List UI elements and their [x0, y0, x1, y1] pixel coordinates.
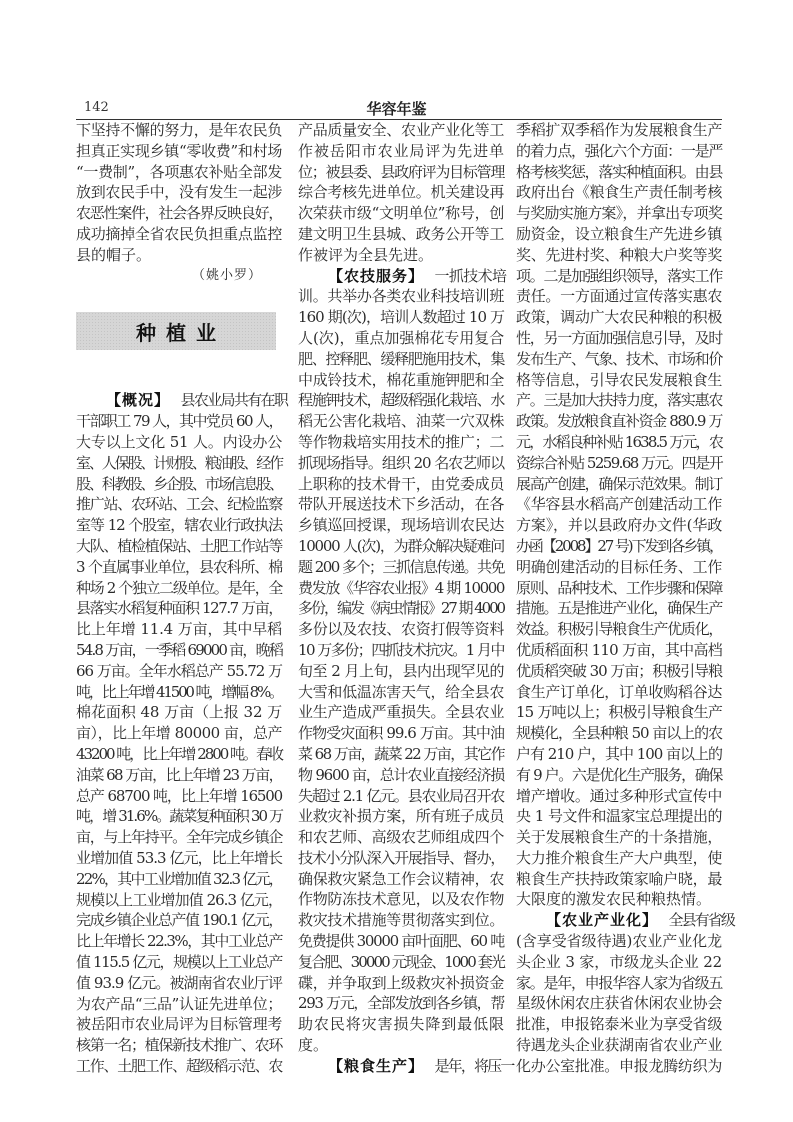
- text-line: 央 1 号文件和温家宝总理提出的: [516, 807, 722, 826]
- subsection-text: 全县有省级: [668, 911, 734, 930]
- text-line: 政府出台《粮食生产责任制考核: [516, 183, 722, 202]
- text-line: 业救灾补损方案，所有班子成员: [298, 807, 504, 826]
- text-line: 户有 210 户，其中 100 亩以上的: [516, 744, 722, 763]
- text-line: 责任。一方面通过宣传落实惠农: [516, 287, 722, 306]
- text-line: “一费制”，各项惠农补贴全部发: [76, 162, 282, 181]
- text-line: 10 万多份；四抓技术抗灾。1 月中: [298, 640, 504, 659]
- subsection-line: [298, 1056, 514, 1077]
- text-line: 推广站、农环站、工会、纪检监察: [76, 495, 282, 514]
- text-line: 救灾技术措施等贯彻落实到位。: [298, 911, 504, 930]
- text-line: 吨，比上年增 41500 吨，增幅 8%。: [76, 682, 282, 701]
- text-line: 政策，调动广大农民种粮的积极: [516, 308, 722, 327]
- text-line: 综合考核先进单位。机关建设再: [298, 183, 504, 202]
- column-3-text: [516, 120, 734, 1077]
- text-line: 食生产订单化，订单收购稻谷达: [516, 682, 722, 701]
- text-line: 带队开展送技术下乡活动，在各: [298, 495, 504, 514]
- section-title: 种植业: [136, 320, 226, 345]
- running-title: 华容年鉴: [366, 100, 427, 118]
- text-line: 等作物栽培实用技术的推广；二: [298, 432, 504, 451]
- text-line: 发布生产、气象、技术、市场和价: [516, 349, 722, 368]
- text-line: 优质稻突破 30 万亩；积极引导粮: [516, 661, 722, 680]
- text-line: 关于发展粮食生产的十条措施，: [516, 828, 722, 847]
- text-line: 星级休闲农庄获省休闲农业协会: [516, 994, 722, 1013]
- text-line: 放到农民手中，没有发生一起涉: [76, 183, 282, 202]
- text-line: 业生产造成严重损失。全县农业: [298, 703, 504, 722]
- text-line: 22%，其中工业增加值 32.3 亿元，: [76, 869, 282, 888]
- text-line: 作被评为全县先进。: [298, 245, 434, 264]
- text-line: 作物受灾面积 99.6 万亩。其中油: [298, 724, 504, 743]
- text-line: 66 万亩。全年水稻总产 55.72 万: [76, 661, 282, 680]
- text-line: 稻无公害化栽培、油菜一穴双株: [298, 412, 504, 431]
- text-line: 3 个直属事业单位，县农科所、棉: [76, 557, 282, 576]
- text-line: 大限度的激发农民种粮热情。: [516, 890, 712, 909]
- text-line: 展高产创建，确保示范效果。制订: [516, 474, 722, 493]
- author-signature: （姚小罗）: [191, 267, 262, 283]
- text-line: 值 115.5 亿元，规模以上工业总产: [76, 952, 282, 971]
- text-line: 上职称的技术骨干，由党委成员: [298, 474, 504, 493]
- text-line: 15 万吨以上；积极引导粮食生产: [516, 703, 722, 722]
- text-line: 待遇龙头企业获湖南省农业产业: [516, 1036, 722, 1055]
- text-line: 54.8 万亩，一季稻 69000 亩，晚稻: [76, 640, 282, 659]
- text-line: 室、人保股、计财股、粮油股、经作: [76, 453, 282, 472]
- text-line: 方案》，并以县政府办文件(华政: [516, 516, 722, 535]
- text-line: 项。二是加强组织领导，落实工作: [516, 266, 722, 285]
- text-line: 题 200 多个；三抓信息传递。共免: [298, 557, 504, 576]
- text-line: 下坚持不懈的努力，是年农民负: [76, 121, 282, 139]
- text-line: 值 93.9 亿元。被湖南省农业厅评: [76, 973, 282, 992]
- article-text-continued: [76, 120, 282, 266]
- text-line: 政策。发放粮食直补资金 880.9 万: [516, 412, 722, 431]
- subsection-heading: 【农技服务】: [328, 266, 425, 285]
- text-line: 干部职工 79 人，其中党员 60 人，: [76, 412, 282, 431]
- text-line: (含享受省级待遇)农业产业化龙: [516, 932, 722, 951]
- text-line: 大队、植检植保站、土肥工作站等: [76, 536, 282, 555]
- column-2: [298, 120, 514, 1077]
- text-line: 季稻扩双季稻作为发展粮食生产: [516, 121, 722, 139]
- text-line: 比上年增 11.4 万亩，其中早稻: [76, 620, 282, 639]
- column-2-text: [298, 120, 514, 1077]
- text-line: 原则、品种技术、工作步骤和保障: [516, 578, 722, 597]
- text-line: 成功摘掉全省农民负担重点监控: [76, 224, 282, 243]
- text-line: 担真正实现乡镇“零收费”和村场: [76, 141, 282, 160]
- subsection-heading: 【农业产业化】: [546, 911, 659, 930]
- text-line: 增产增收。通过多种形式宣传中: [516, 786, 722, 805]
- text-line: 办函【2008】27 号)下发到各乡镇，: [516, 536, 722, 555]
- text-line: 优质稻面积 110 万亩，其中高档: [516, 640, 722, 659]
- text-line: 160 期(次)，培训人数超过 10 万: [298, 308, 504, 327]
- subsection-text: 一抓技术培: [434, 266, 507, 285]
- text-line: 的着力点，强化六个方面：一是严: [516, 141, 722, 160]
- text-line: 和农艺师、高级农艺师组成四个: [298, 828, 504, 847]
- text-line: 碟，并争取到上级救灾补损资金: [298, 973, 504, 992]
- text-line: 中成铃技术，棉花重施钾肥和全: [298, 370, 504, 389]
- text-line: 格等信息，引导农民发展粮食生: [516, 370, 722, 389]
- text-line: 费发放《华容农业报》4 期 10000: [298, 578, 504, 597]
- text-line: 43200 吨，比上年增 2800 吨。春收: [76, 744, 282, 763]
- text-line: 产品质量安全、农业产业化等工: [298, 121, 504, 139]
- text-line: 油菜 68 万亩，比上年增 23 万亩，: [76, 765, 282, 784]
- text-line: 化办公室批准。申报龙腾纺织为: [516, 1056, 722, 1075]
- text-line: 多份以及农技、农资打假等资料: [298, 620, 504, 639]
- text-line: 失超过 2.1 亿元。县农业局召开农: [298, 786, 504, 805]
- text-line: 物 9600 亩，总计农业直接经济损: [298, 765, 504, 784]
- text-line: 资综合补贴 5259.68 万元。四是开: [516, 453, 722, 472]
- text-line: 作物防冻技术意见，以及农作物: [298, 890, 504, 909]
- column-3: [516, 120, 734, 1077]
- text-line: 产。三是加大扶持力度，落实惠农: [516, 391, 722, 410]
- text-line: 核第一名；植保新技术推广、农环: [76, 1036, 282, 1055]
- text-line: 293 万元，全部发放到各乡镇，帮: [298, 994, 504, 1013]
- subsection-line: [298, 266, 507, 287]
- text-line: 工作、土肥工作、超级稻示范、农: [76, 1056, 282, 1075]
- subsection-heading: 【粮食生产】: [328, 1056, 425, 1075]
- text-line: 《华容县水稻高产创建活动工作: [516, 495, 722, 514]
- text-line: 旬至 2 月上旬，县内出现罕见的: [298, 661, 504, 680]
- text-line: 技术小分队深入开展指导、督办，: [298, 848, 504, 867]
- text-line: 家。是年，申报华容人家为省级五: [516, 973, 722, 992]
- text-line: 免费提供 30000 亩叶面肥、60 吨: [298, 932, 504, 951]
- text-line: 批准，申报铭泰米业为享受省级: [516, 1015, 722, 1034]
- text-line: 10000 人(次)，为群众解决疑难问: [298, 536, 504, 555]
- text-line: 人(次)，重点加强棉花专用复合: [298, 328, 504, 347]
- text-line: 大力推介粮食生产大户典型，使: [516, 848, 722, 867]
- text-line: 确保救灾紧急工作会议精神，农: [298, 869, 504, 888]
- text-line: 明确创建活动的目标任务、工作: [516, 557, 722, 576]
- text-line: 大专以上文化 51 人。内设办公: [76, 432, 282, 451]
- text-line: 多份，编发《病虫情报》27 期 4000: [298, 599, 504, 618]
- text-line: 元，水稻良种补贴 1638.5 万元，农: [516, 432, 722, 451]
- text-line: 亩，与上年持平。全年完成乡镇企: [76, 828, 282, 847]
- text-line: 股、科教股、乡企股、市场信息股、: [76, 474, 282, 493]
- column-1-bottom: [76, 390, 288, 1076]
- column-1-top: [76, 120, 282, 286]
- text-line: 位；被县委、县政府评为目标管理: [298, 162, 504, 181]
- text-line: 完成乡镇企业总产值 190.1 亿元，: [76, 911, 282, 930]
- text-line: 格考核奖惩，落实种植面积。由县: [516, 162, 722, 181]
- text-line: 为农产品“三品”认证先进单位；: [76, 994, 282, 1013]
- section-heading-box: [76, 312, 276, 350]
- text-line: 性，另一方面加强信息引导，及时: [516, 328, 722, 347]
- text-line: 励资金，设立粮食生产先进乡镇: [516, 224, 722, 243]
- text-line: 吨，增 31.6%。蔬菜复种面积 30 万: [76, 807, 282, 826]
- text-line: 被岳阳市农业局评为目标管理考: [76, 1015, 282, 1034]
- text-line: 助农民将灾害损失降到最低限: [298, 1015, 504, 1034]
- text-line: 县的帽子。: [76, 245, 152, 264]
- text-line: 总产 68700 吨，比上年增 16500: [76, 786, 282, 805]
- text-line: 抓现场指导。组织 20 名农艺师以: [298, 453, 504, 472]
- page-number: 142: [84, 100, 109, 115]
- subsection-text: 县农业局共有在职: [180, 391, 288, 410]
- text-line: 规模化，全县种粮 50 亩以上的农: [516, 724, 722, 743]
- text-line: 有 9 户。六是优化生产服务，确保: [516, 765, 722, 784]
- text-line: 棉花面积 48 万亩（上报 32 万: [76, 703, 282, 722]
- text-line: 训。共举办各类农业科技培训班: [298, 287, 504, 306]
- text-line: 与奖励实施方案》，并拿出专项奖: [516, 204, 722, 223]
- subsection-text: 是年，将压一: [434, 1056, 514, 1075]
- text-line: 程施钾技术，超级稻强化栽培、水: [298, 391, 504, 410]
- text-line: 效益。积极引导粮食生产优质化，: [516, 620, 722, 639]
- text-line: 乡镇巡回授课，现场培训农民达: [298, 516, 504, 535]
- text-line: 次荣获市级“文明单位”称号，创: [298, 204, 504, 223]
- text-line: 室等 12 个股室，辖农业行政执法: [76, 516, 282, 535]
- text-line: 奖、先进村奖、种粮大户奖等奖: [516, 245, 722, 264]
- text-line: 作被岳阳市农业局评为先进单: [298, 141, 504, 160]
- text-line: 复合肥、30000 元现金、1000 套光: [298, 952, 504, 971]
- subsection-heading: 【概况】: [106, 391, 171, 410]
- text-line: 大雪和低温冻害天气，给全县农: [298, 682, 504, 701]
- subsection-line: [76, 390, 288, 411]
- text-line: 肥、控释肥、缓释肥施用技术，集: [298, 349, 504, 368]
- subsection-line: [516, 910, 734, 931]
- text-line: 亩），比上年增 80000 亩，总产: [76, 724, 282, 743]
- text-line: 比上年增长 22.3%，其中工业总产: [76, 932, 282, 951]
- text-line: 县落实水稻复种面积 127.7 万亩，: [76, 599, 282, 618]
- text-line: 农恶性案件，社会各界反映良好，: [76, 204, 282, 223]
- text-line: 头企业 3 家，市级龙头企业 22: [516, 952, 722, 971]
- text-line: 粮食生产扶持政策家喻户晓，最: [516, 869, 722, 888]
- text-line: 种场 2 个独立二级单位。是年，全: [76, 578, 282, 597]
- text-line: 建文明卫生县城、政务公开等工: [298, 224, 504, 243]
- text-line: 度。: [298, 1036, 329, 1055]
- text-line: 措施。五是推进产业化，确保生产: [516, 599, 722, 618]
- overview-paragraph: [76, 390, 288, 1076]
- text-line: 规模以上工业增加值 26.3 亿元，: [76, 890, 282, 909]
- text-line: 业增加值 53.3 亿元，比上年增长: [76, 848, 282, 867]
- text-line: 菜 68 万亩，蔬菜 22 万亩，其它作: [298, 744, 504, 763]
